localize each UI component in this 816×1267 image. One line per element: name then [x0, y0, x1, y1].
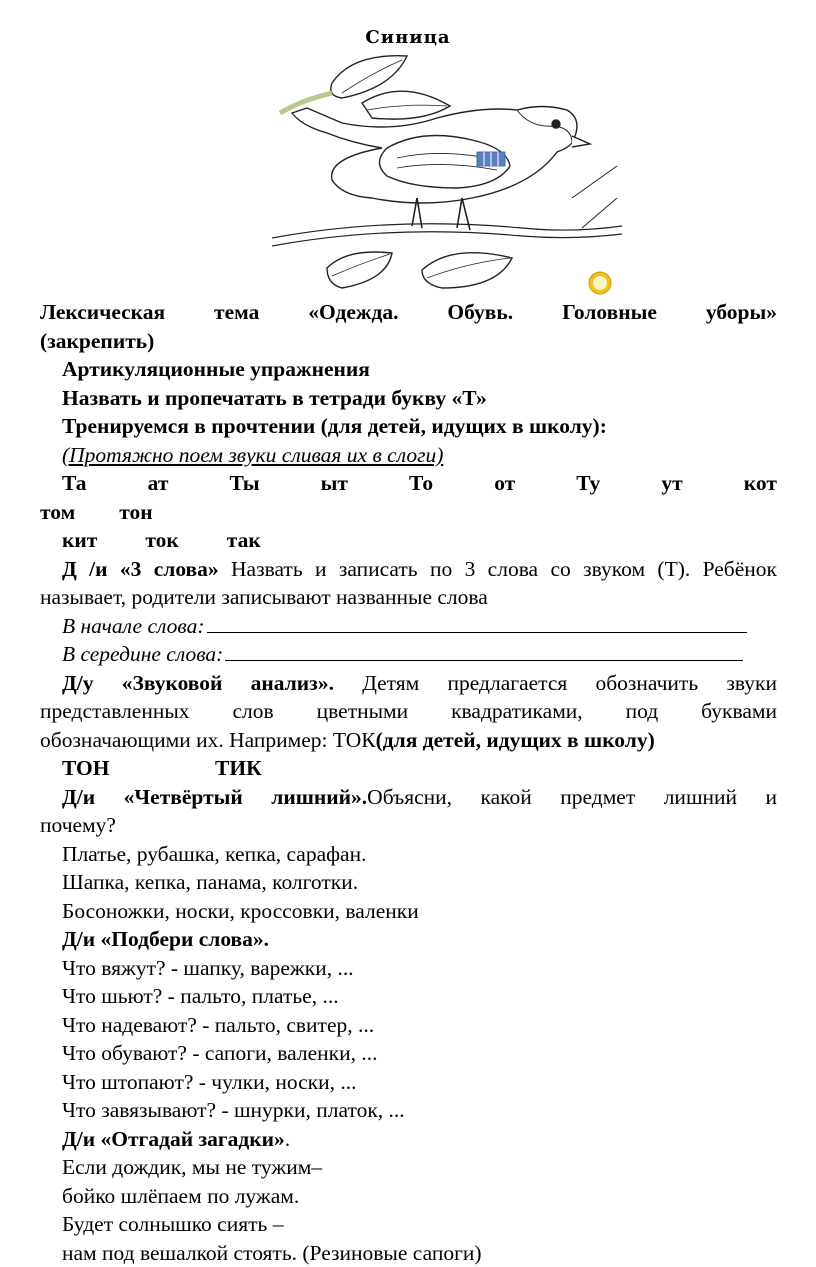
riddle-line: бойко шлёпаем по лужам. — [62, 1183, 300, 1208]
fourth-extra-line2: почему? — [40, 813, 116, 837]
syllables-row-2: том тон — [40, 499, 153, 524]
sound-analysis-task: Д/у «Звуковой анализ». Детям предлагается обозначить звуки — [62, 670, 777, 695]
three-words-task: Д /и «3 слова» Назвать и записать по 3 слова со звуком (Т). Ребёнок — [62, 556, 777, 581]
pick-words-heading: Д/и «Подбери слова». — [62, 927, 270, 951]
twig — [280, 93, 332, 113]
riddle-line: Будет солнышко сиять – — [62, 1212, 284, 1236]
sound-analysis-words: ТОН ТИК — [62, 756, 262, 780]
bird-body — [292, 107, 577, 204]
page-title: Синица — [365, 27, 451, 48]
bird-eye — [552, 120, 560, 128]
leaf-bottom-right — [422, 253, 512, 288]
sound-analysis-line3: обозначающими их. Например: ТОК(для детей, идущих в школу) — [40, 727, 655, 752]
articulation-heading: Артикуляционные упражнения — [62, 357, 370, 381]
riddle-line: Если дождик, мы не тужим– — [62, 1155, 323, 1179]
riddle-line: нам под вешалкой стоять. (Резиновые сапоги) — [62, 1240, 482, 1265]
fourth-extra-task: Д/и «Четвёртый лишний».Объясни, какой предмет лишний и — [62, 784, 777, 809]
branch — [272, 224, 622, 238]
reading-instruction: (Протяжно поем звуки сливая их в слоги) — [62, 442, 444, 467]
riddles-heading: Д/и «Отгадай загадки». — [62, 1126, 291, 1151]
fourth-extra-item: Платье, рубашка, кепка, сарафан. — [62, 841, 367, 866]
lexical-topic-line2: (закрепить) — [40, 328, 155, 353]
syllables-row-1: Та ат Ты ыт То от Ту ут кот — [62, 471, 777, 495]
letter-task: Назвать и пропечатать в тетради букву «Т» — [62, 385, 487, 410]
leaf-bottom-left — [327, 252, 392, 288]
pick-words-item: Что шьют? - пальто, платье, ... — [62, 984, 339, 1008]
word-start-line[interactable] — [207, 612, 747, 633]
pick-words-item: Что надевают? - пальто, свитер, ... — [62, 1012, 375, 1037]
three-words-text: называет, родители записывают названные слова — [40, 585, 488, 609]
syllables-row-3: кит ток так — [62, 528, 261, 552]
pick-words-item: Что штопают? - чулки, носки, ... — [62, 1069, 357, 1094]
reading-task: Тренируемся в прочтении (для детей, идущих в школу): — [62, 414, 607, 438]
pick-words-item: Что завязывают? - шнурки, платок, ... — [62, 1098, 405, 1122]
sound-analysis-line2: представленных слов цветными квадратиками, под буквами — [40, 699, 777, 723]
lexical-topic-line1: Лексическая тема «Одежда. Обувь. Головные уборы» — [40, 300, 778, 324]
word-middle-field: В середине слова: — [40, 640, 777, 669]
pick-words-item: Что обувают? - сапоги, валенки, ... — [62, 1041, 378, 1065]
fourth-extra-item: Шапка, кепка, панама, колготки. — [62, 870, 359, 894]
pick-words-item: Что вяжут? - шапку, варежки, ... — [62, 955, 354, 980]
titmouse-illustration — [272, 48, 642, 300]
word-start-field: В начале слова: — [40, 612, 777, 641]
worksheet-content — [40, 298, 777, 1267]
word-middle-line[interactable] — [225, 640, 743, 661]
fourth-extra-item: Босоножки, носки, кроссовки, валенки — [62, 898, 419, 923]
